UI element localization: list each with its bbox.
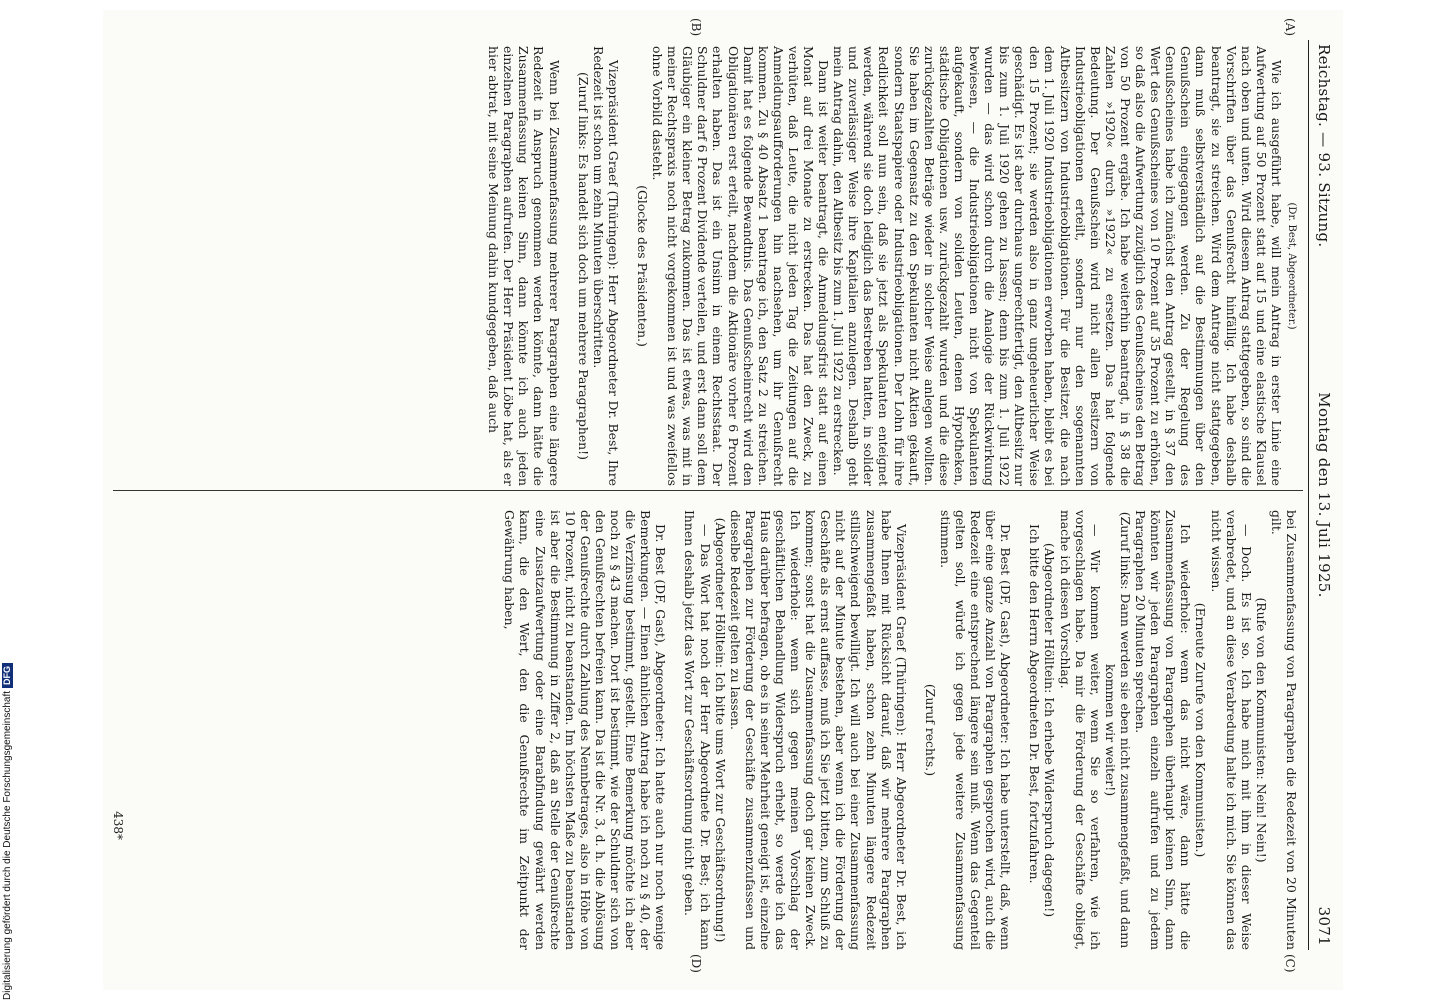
interjection: (Zuruf links: Dann werden sie eben nicht zusammengefaßt, und dann kommen wir weiter!) <box>1102 511 1133 949</box>
paragraph: Vizepräsident Graef (Thüringen): Herr Abgeordneter Dr. Best, ich habe Ihnen mit Rücksicht darauf, daß wir mehrere Paragraphen zusammengefaßt haben, schon zehn Minuten längere Redezeit stillschweigend bewilligt. Ich will auch bei einer Zusammenfassung nicht auf der Minute bestehen, aber wenn ich die Förderung der Geschäfte als ernst auffasse, muß ich Sie jetzt bitten, zum Schluß zu kommen; sonst hat die Zusammenfassung doch gar keinen Zweck. Ich wiederhole: wenn sich gegen meinen Vorschlag der geschäftlichen Behandlung Widerspruch erhebt, so werde ich das Haus darüber befragen, ob es in seiner Mehrheit geneigt ist, einzelne Paragraphen zur Förderung der Geschäfte zusammenzufassen und dieselbe Redezeit gelten zu lassen. <box>727 510 909 950</box>
interjection: (Zuruf rechts.) <box>922 683 938 777</box>
paragraph: — Wir kommen weiter, wenn Sie so verfahren, wie ich vorgeschlagen habe. Da mir die Förderung der Geschäfte obliegt, mache ich diesen Vorschlag. <box>1057 510 1103 950</box>
margin-marker-b: (B) <box>689 18 703 37</box>
paragraph: Wenn bei Zusammenfassung mehrerer Paragraphen eine längere Redezeit in Anspruch genommen werden könnte, dann hätte die Zusammenfassung keinen Sinn, dann könnte ich auch jeden einzelnen Paragraphen aufrufen. Der Herr Präsident Löbe hat, als er hier abtrat, mit seine Meinung dahin kundgegeben, daß auch <box>486 46 562 486</box>
running-head <box>1308 40 1335 950</box>
paragraph: — Das Wort hat noch der Herr Abgeordnete Dr. Best; ich kann Ihnen deshalb jetzt das Wort zur Geschäftsordnung nicht geben. <box>682 510 713 950</box>
credit-text: Digitalisierung gefördert durch die Deutsche Forschungsgemeinschaft <box>2 690 13 1000</box>
margin-marker-a: (A) <box>1283 18 1297 37</box>
stage-direction: (Glocke des Präsidenten.) <box>634 185 650 347</box>
paragraph: Ich bitte den Herrn Abgeordneten Dr. Best, fortzufahren. <box>1027 524 1043 884</box>
margin-marker-c: (C) <box>1283 954 1297 973</box>
paragraph: Dr. Best (DF, Gast), Abgeordneter: Ich hatte auch nur noch wenige Bemerkungen. — Einen ähnlichen Antrag habe ich noch zu § 40, der die Verzinsung bestimmt, gestellt. Eine Bemerkung möchte ich aber noch zu § 43 machen. Dort ist bestimmt, wie der Schuldner sich von den Genußrechten befreien kann. Da ist die Nr. 3, d. h. die Ablösung der Genußrechte durch Zahlung des Nennbetrages, also in Höhe von 10 Prozent, nicht zu beanstanden. Im höchsten Maße zu beanstanden ist aber die Bestimmung in Ziffer 2, daß an Stelle der Genußrechte eine Zusatzaufwertung oder eine Barabfindung gewährt werden kann, die den Wert, den die Genußrechte im Zeitpunkt der Gewährung haben, <box>502 510 669 950</box>
digitization-credit <box>2 570 432 1000</box>
interjection: (Abgeordneter Hölltein: Ich bitte ums Wort zur Geschäftsordnung!) <box>712 517 728 943</box>
dfg-logo: DFG <box>2 663 13 688</box>
speaker-continuation: (Dr. Best, Abgeordneter.) <box>1286 202 1297 330</box>
paragraph: Dr. Best (DF, Gast), Abgeordneter: Ich habe unterstellt, daß, wenn über eine ganze Anzahl von Paragraphen gesprochen wird, auch die Redezeit eine entsprechend längere sein muß. Wenn das Gegenteil gelten soll, würde ich gegen jede weitere Zusammenfassung stimmen. <box>937 510 1014 950</box>
paragraph: — Doch. Es ist so. Ich habe mich mit ihm in dieser Weise verabredet, und an diese Verabredung halte ich mich. Sie können das nicht wissen. <box>1208 510 1254 950</box>
paragraph: Dann ist weiter beantragt, die Anmeldungsfrist statt auf einen Monat auf drei Monate zu erstrecken. Das hat den Zweck, zu verhüten, daß Leute, die nicht jeden Tag die Zeitungen auf die Anmeldungsaufforderungen hin nachsehen, um ihr Genußrecht kommen. Zu § 40 Absatz 1 beantrage ich, den Satz 2 zu streichen. Damit hat es folgende Bewandtnis. Das Genußscheinrecht wird den Obligationären erst erteilt, nachdem die Aktionäre vorher 6 Prozent erhalten haben. Das ist ein Unsinn in einem Rechtsstaat. Der Schuldner darf 6 Prozent Dividende verteilen, und erst dann soll dem Gläubiger ein kleiner Betrag zukommen. Das ist etwas, was mit in meiner Rechtspraxis noch nicht vorgekommen ist und was zweifellos ohne Vorbild dasteht. <box>650 46 832 486</box>
sheet-number: 438* <box>111 811 125 840</box>
interjection: (Erneute Zurufe von den Kommunisten.) <box>1193 602 1209 858</box>
column-divider <box>113 490 1303 491</box>
paragraph: Ich wiederhole: wenn das nicht wäre, dann hätte die Zusammenfassung von Paragraphen überhaupt keinen Sinn, dann könnten wir jeden Paragraphen einzeln aufrufen und zu jedem Paragraphen 20 Minuten sprechen. <box>1133 510 1194 950</box>
interjection: (Rufe von den Kommunisten: Nein! Nein!) <box>1253 597 1269 863</box>
paragraph: bei Zusammenfassung von Paragraphen die Redezeit von 20 Minuten gilt. <box>1268 510 1299 950</box>
interjection: (Zuruf links: Es handelt sich doch um mehrere Paragraphen!) <box>575 72 591 460</box>
header-session: Reichstag. — 93. Sitzung. <box>1315 44 1333 248</box>
interjection: (Abgeordneter Hölltein: Ich erhebe Widerspruch dagegen!) <box>1042 542 1058 918</box>
header-page-number: 3071 <box>1315 906 1333 946</box>
margin-marker-d: (D) <box>689 954 703 973</box>
paragraph: Wie ich ausgeführt habe, will mein Antrag in erster Linie eine Aufwertung auf 50 Prozent statt auf 15 und eine elastische Klausel nach oben und unten. Wird diesem Antrag stattgegeben, so sind die Vorschriften über das Genußrecht hinfällig. Ich habe deshalb beantragt, sie zu streichen. Wird dem Antrage nicht stattgegeben, dann muß selbstverständlich auf die Bestimmungen über den Genußschein eingegangen werden. Zu der Regelung des Genußscheines habe ich zunächst den Antrag gestellt, in § 37 den Wert des Genußscheines von 10 Prozent auf 35 Prozent zu erhöhen, so daß also die Aufwertung zuzüglich des Genußscheines den Betrag von 50 Prozent ergäbe. Ich habe weiterhin beantragt, in § 38 die Zahlen »1920« durch »1922« zu ersetzen. Das hat folgende Bedeutung. Der Genußschein wird nicht allen Besitzern von Industrieobligationen erteilt, sondern nur den sogenannten Altbesitzern von Industrieobligationen. Für die Besitzer, die nach dem 1. Juli 1920 Industrieobligationen erworben haben, bleibt es bei den 15 Prozent; sie werden also in ganz ungeheuerlicher Weise geschädigt. Es ist aber durchaus ungerechtfertigt, den Altbesitz nur bis zum 1. Juli 1920 gehen zu lassen; denn bis zum 1. Juli 1922 wurden — das wird schon durch die Analogie der Rückwirkung bewiesen, — die Industrieobligationen nicht von Spekulanten aufgekauft, sondern von soliden Leuten, denen Hypotheken, städtische Obligationen usw. zurückgezahlt wurden und die diese zurückgezahlten Beträge wieder in solcher Weise anlegen wollten. Sie haben im Gegensatz zu den Spekulanten nicht Aktien gekauft, sondern Staatspapiere oder Industrieobligationen. Der Lohn für ihre Redlichkeit soll nun sein, daß sie jetzt als Spekulanten enteignet werden, während sie doch lediglich das Bestreben hatten, in solider und zuverlässiger Weise ihre Kapitalien anzulegen. Deshalb geht mein Antrag dahin, den Altbesitz bis zum 1. Juli 1922 zu erstrecken. <box>831 46 1284 486</box>
left-column <box>119 46 1299 486</box>
paragraph: Vizepräsident Graef (Thüringen): Herr Abgeordneter Dr. Best, Ihre Redezeit ist schon um zehn Minuten überschritten. <box>590 46 621 486</box>
header-date: Montag den 13. Juli 1925. <box>1315 392 1333 598</box>
